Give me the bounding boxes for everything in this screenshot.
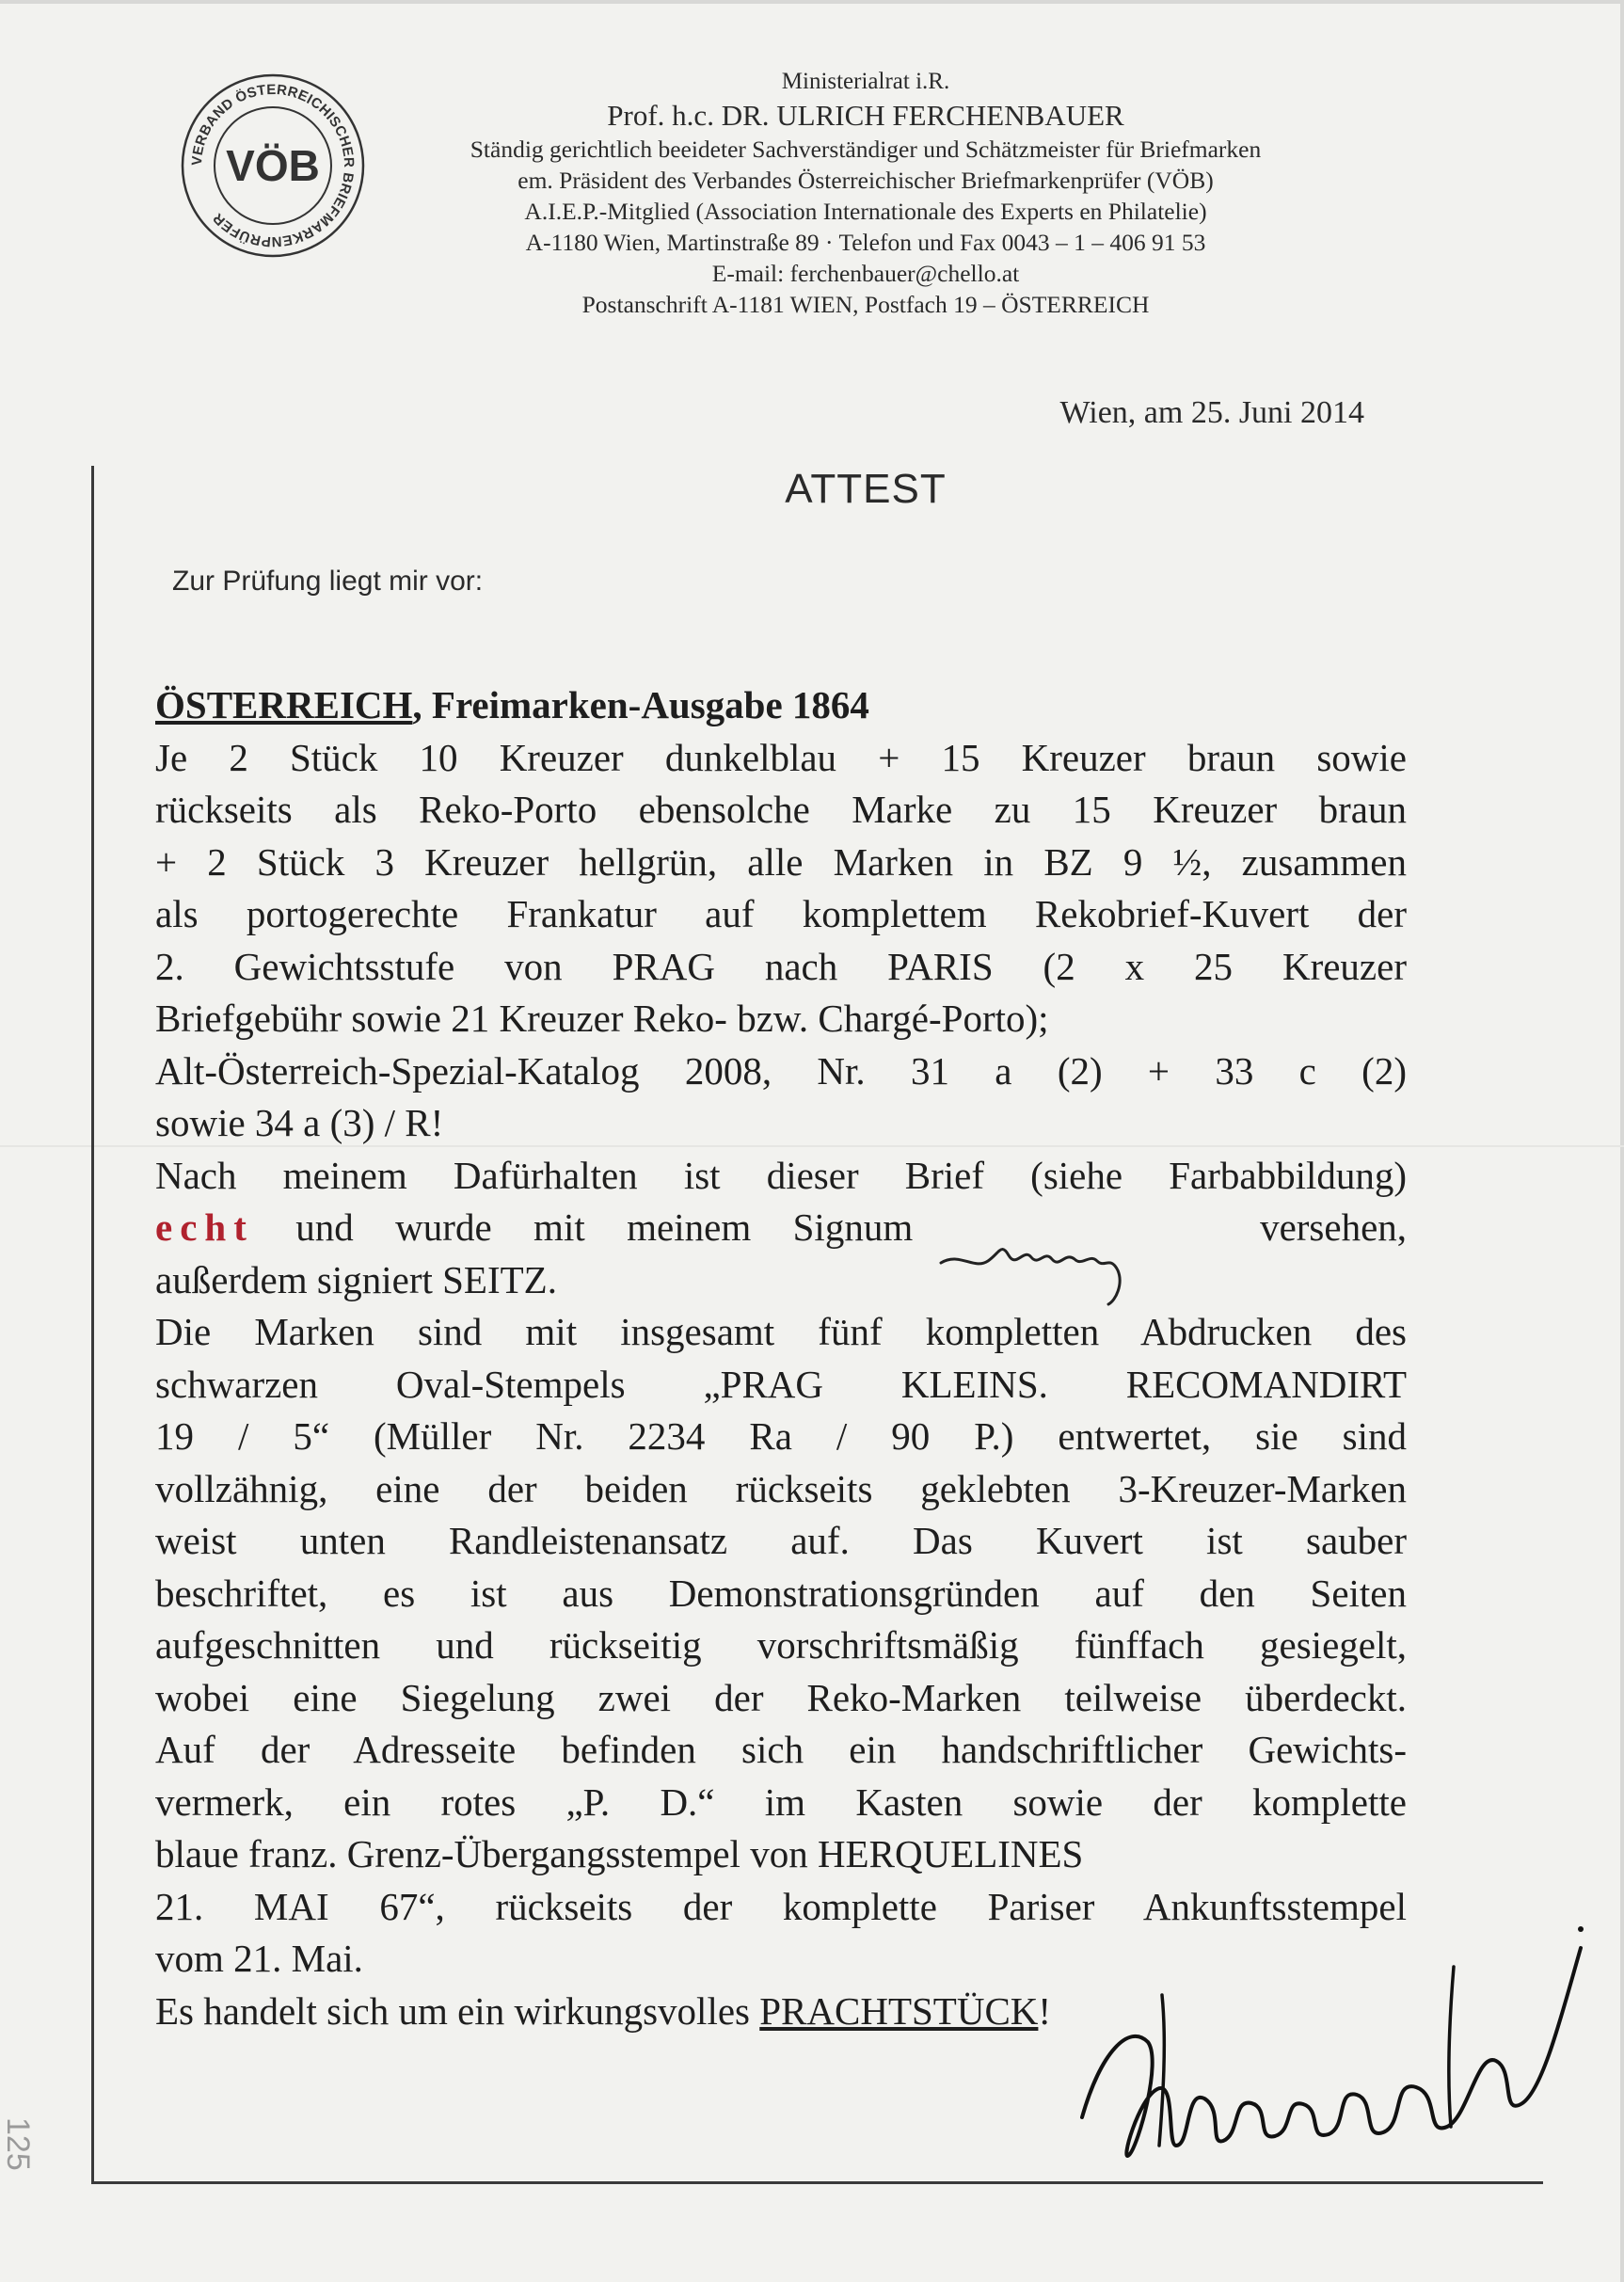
body-line: Nach meinem Dafürhalten ist dieser Brief (siehe Farbabbildung)	[155, 1153, 1407, 1197]
body-line-echt	[155, 1202, 1407, 1254]
attest-title: ATTEST	[785, 466, 947, 512]
closing-text: Es handelt sich um ein wirkungsvolles	[155, 1988, 760, 2033]
body-line: aufgeschnitten und rückseitig vorschriftsmäßig fünffach gesiegelt,	[155, 1623, 1407, 1667]
body-line: Die Marken sind mit insgesamt fünf kompletten Abdrucken des	[155, 1310, 1407, 1353]
letterhead-line: Ständig gerichtlich beeideter Sachverständiger und Schätzmeister für Briefmarken	[470, 136, 1262, 163]
body-line: Alt-Österreich-Spezial-Katalog 2008, Nr. 31 a (2) + 33 c (2)	[155, 1048, 1407, 1093]
body-line: beschriftet, es ist aus Demonstrationsgründen auf den Seiten	[155, 1571, 1407, 1615]
pencil-note: 125	[0, 2117, 36, 2171]
seal-ring-text: VERBAND ÖSTERREICHISCHER BRIEFMARKENPRÜFER	[188, 81, 358, 250]
body-line: schwarzen Oval-Stempels „PRAG KLEINS. RECOMANDIRT	[155, 1362, 1407, 1406]
margin-rule-vertical	[91, 466, 94, 2183]
signature-icon	[1073, 1910, 1600, 2183]
page-edge-right	[1620, 0, 1624, 2282]
document-date: Wien, am 25. Juni 2014	[1059, 395, 1364, 430]
seal-monogram: VÖB	[226, 141, 320, 190]
versehen-text: versehen,	[1260, 1205, 1408, 1249]
letterhead-rank: Ministerialrat i.R.	[781, 69, 950, 94]
echt-verdict: echt	[155, 1205, 254, 1249]
body-line: 21. MAI 67“, rückseits der komplette Pariser Ankunftsstempel	[155, 1884, 1407, 1928]
body-line: Je 2 Stück 10 Kreuzer dunkelblau + 15 Kreuzer braun sowie	[155, 735, 1407, 779]
closing-exclaim: !	[1038, 1988, 1052, 2033]
certificate-body	[155, 679, 1407, 2037]
body-line: vermerk, ein rotes „P. D.“ im Kasten sowie der komplette	[155, 1779, 1407, 1824]
body-line: + 2 Stück 3 Kreuzer hellgrün, alle Marken in BZ 9 ½, zusammen	[155, 839, 1407, 884]
intro-text: Zur Prüfung liegt mir vor:	[172, 566, 484, 597]
body-line: Briefgebühr sowie 21 Kreuzer Reko- bzw. Chargé-Porto);	[155, 997, 1049, 1040]
body-line: wobei eine Siegelung zwei der Reko-Marken teilweise überdeckt.	[155, 1675, 1407, 1719]
echt-rest: und wurde mit meinem Signum	[253, 1205, 914, 1249]
body-line: Auf der Adresseite befinden sich ein handschriftlicher Gewichts-	[155, 1728, 1407, 1771]
body-line: als portogerechte Frankatur auf komplettem Rekobrief-Kuvert der	[155, 892, 1407, 935]
voeb-seal-icon	[179, 72, 367, 260]
signum-icon	[931, 1214, 1157, 1308]
letterhead-email: E-mail: ferchenbauer@chello.at	[711, 260, 1020, 287]
letterhead-postal: Postanschrift A-1181 WIEN, Postfach 19 – ÖSTERREICH	[581, 291, 1150, 318]
body-line: blaue franz. Grenz-Übergangsstempel von HERQUELINES	[155, 1832, 1084, 1875]
prachtstueck-text: PRACHTSTÜCK	[759, 1988, 1039, 2033]
letterhead-name: Prof. h.c. DR. ULRICH FERCHENBAUER	[607, 99, 1124, 132]
letterhead	[376, 66, 1355, 320]
body-line: vom 21. Mai.	[155, 1937, 363, 1980]
heading-issue: , Freimarken-Ausgabe 1864	[412, 683, 869, 726]
body-line: sowie 34 a (3) / R!	[155, 1101, 444, 1144]
body-heading	[155, 679, 1407, 732]
body-line: 19 / 5“ (Müller Nr. 2234 Ra / 90 P.) entwertet, sie sind	[155, 1414, 1407, 1458]
body-line: 2. Gewichtsstufe von PRAG nach PARIS (2 x 25 Kreuzer	[155, 944, 1407, 988]
body-line: vollzähnig, eine der beiden rückseits geklebten 3-Kreuzer-Marken	[155, 1466, 1407, 1510]
heading-country: ÖSTERREICH	[155, 683, 413, 726]
body-line: weist unten Randleistenansatz auf. Das Kuvert ist sauber	[155, 1519, 1407, 1562]
letterhead-line: A.I.E.P.-Mitglied (Association Internationale des Experts en Philatelie)	[524, 198, 1207, 225]
body-line: rückseits als Reko-Porto ebensolche Marke zu 15 Kreuzer braun	[155, 788, 1407, 831]
letterhead-line: A-1180 Wien, Martinstraße 89 · Telefon und Fax 0043 – 1 – 406 91 53	[525, 229, 1206, 256]
page-edge-top	[0, 0, 1624, 4]
body-line: außerdem signiert SEITZ.	[155, 1257, 557, 1301]
letterhead-line: em. Präsident des Verbandes Österreichischer Briefmarkenprüfer (VÖB)	[517, 167, 1214, 194]
